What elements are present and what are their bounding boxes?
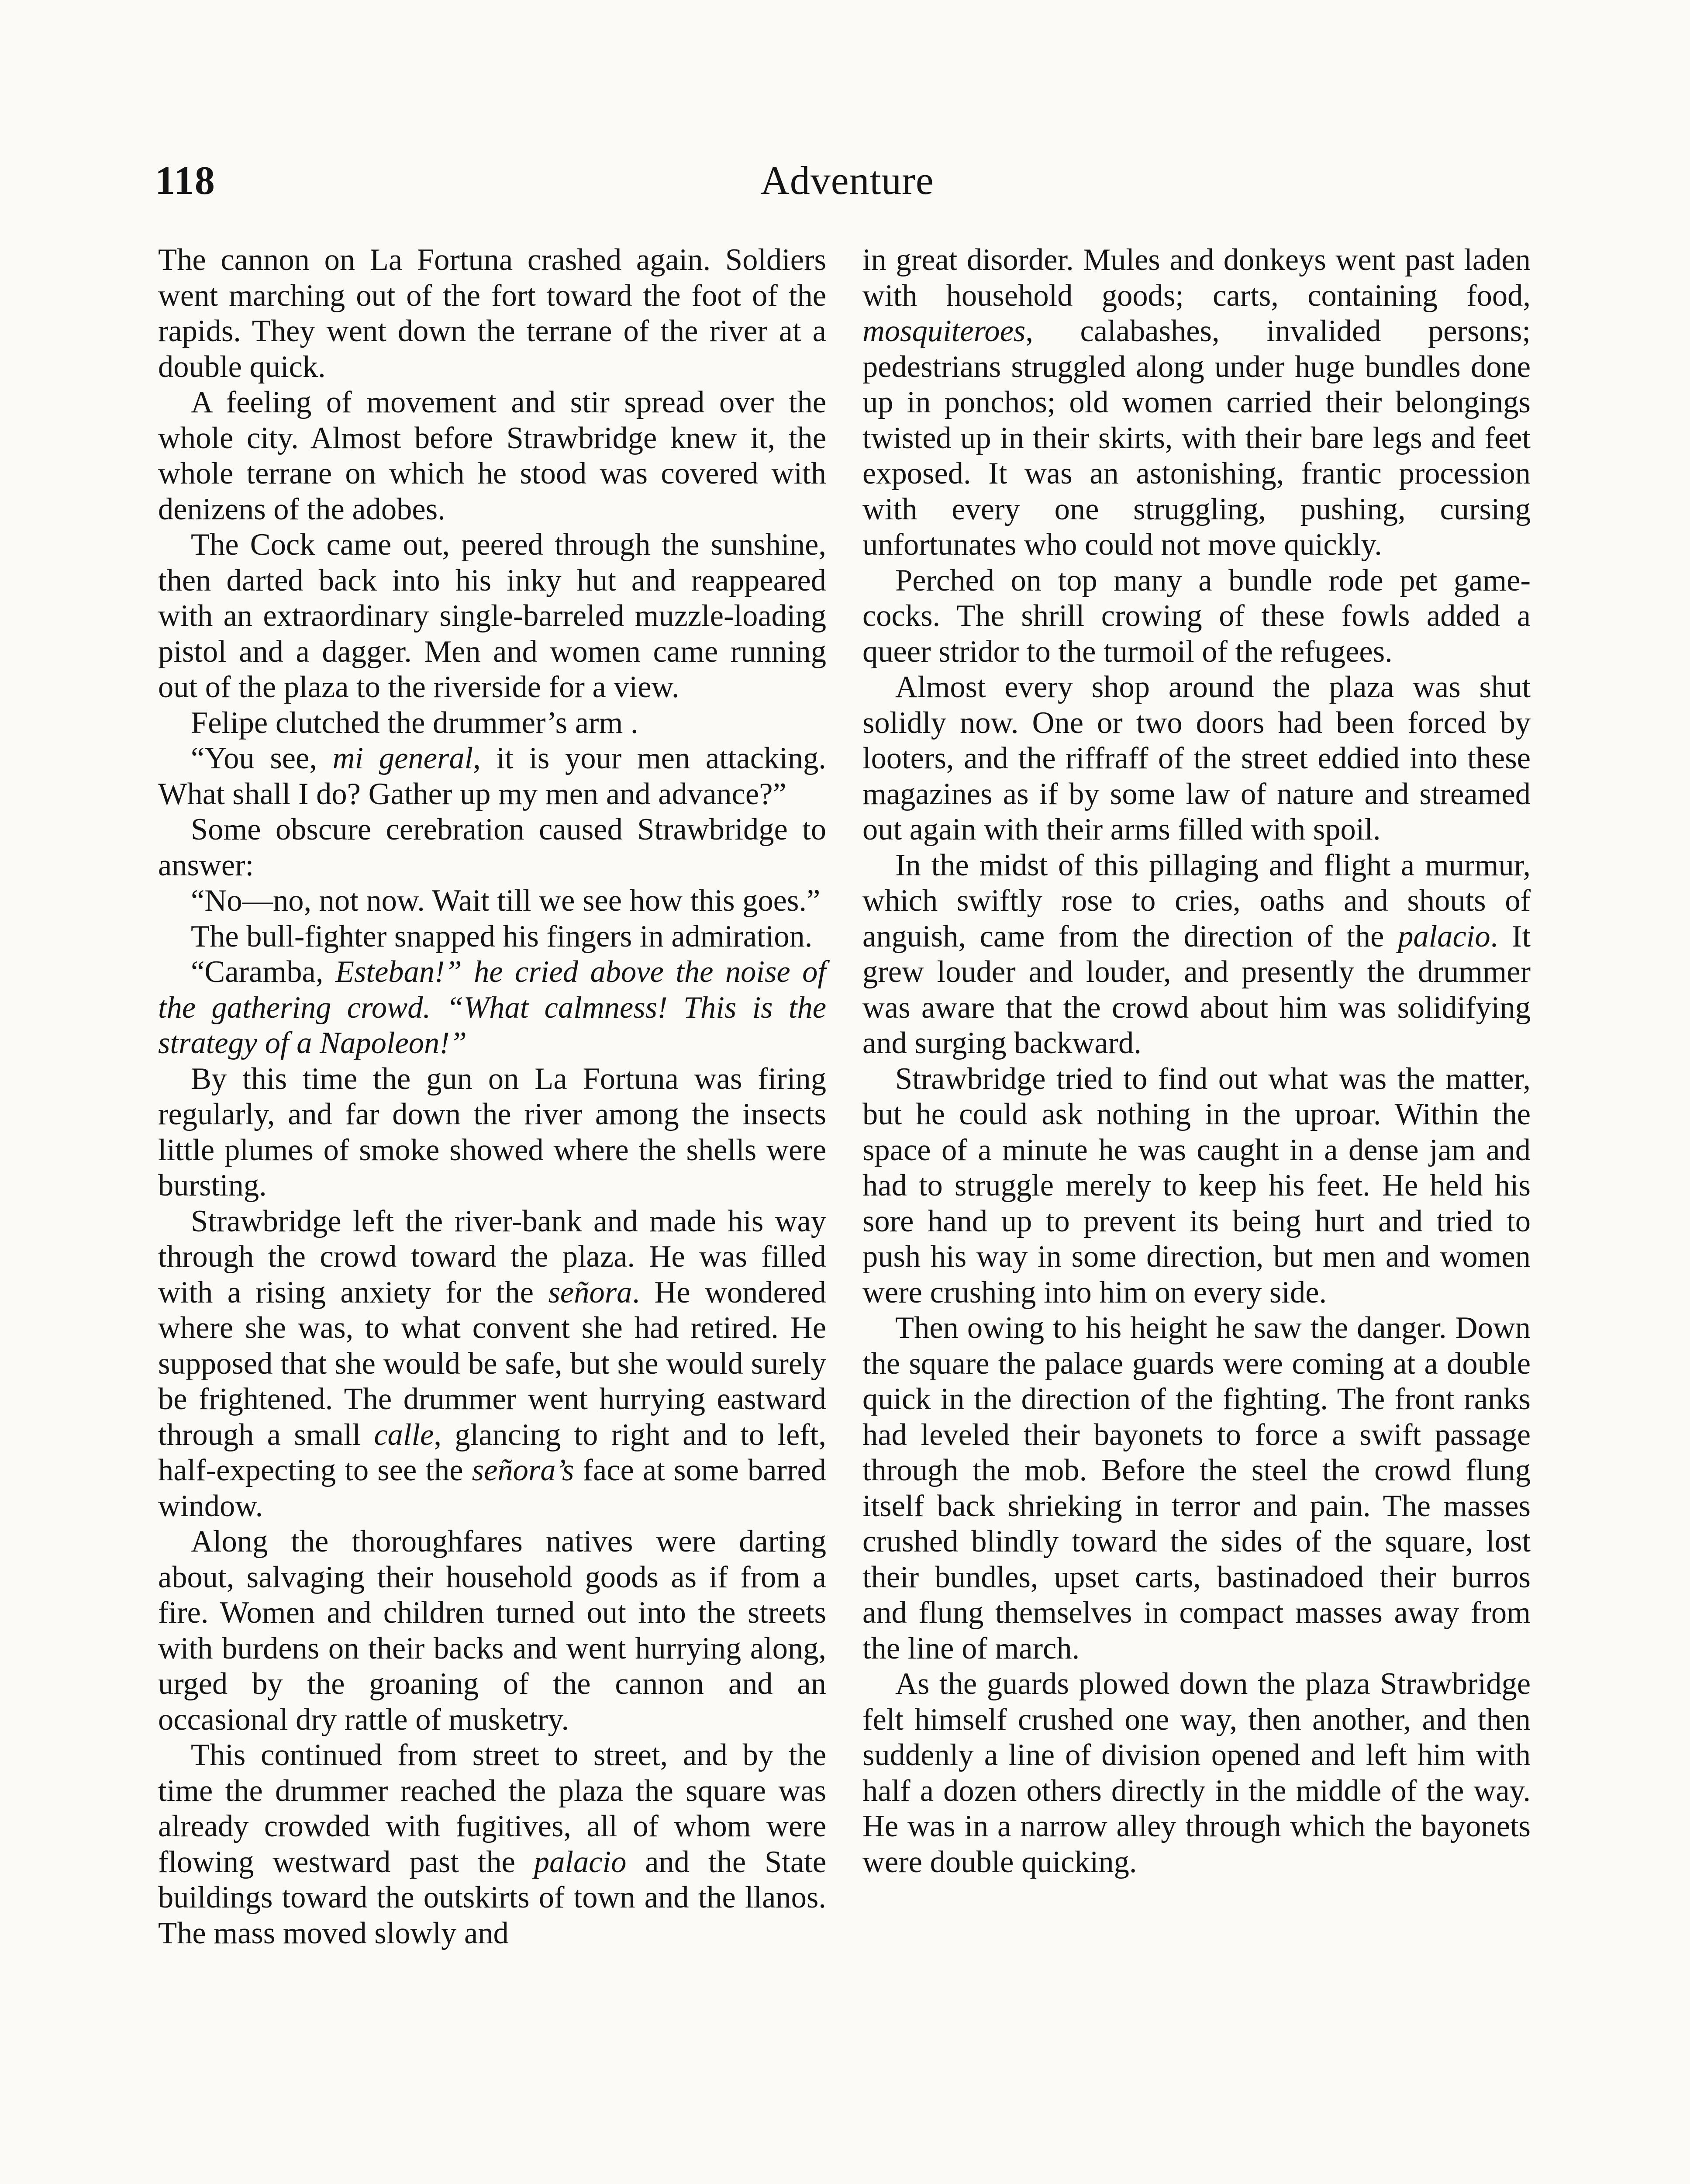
text-run: A feeling of movement and stir spread over the whole city. Almost before Strawbridge knew it, the whole terrane on which he stood was covered with denizens of the adobes. <box>158 385 826 526</box>
text-run: in great disorder. Mules and donkeys went past laden with household goods; carts, containing food, <box>862 243 1531 313</box>
text-run: , calabashes, invalided persons; pedestrians struggled along under huge bundles done up in ponchos; old women carried their belongings twisted up in their skirts, with their bare legs and feet exposed. It was an astonishing, frantic procession with every one struggling, pushing, cursing unfortunates who could not move quickly. <box>862 314 1531 562</box>
paragraph <box>158 919 826 955</box>
paragraph <box>862 848 1531 1061</box>
text-run: The Cock came out, peered through the sunshine, then darted back into his inky hut and reappeared with an extraordinary single-barreled muzzle-loading pistol and a dagger. Men and women came running out of the plaza to the riverside for a view. <box>158 528 826 704</box>
text-run: Then owing to his height he saw the danger. Down the square the palace guards were coming at a double quick in the direction of the fighting. The front ranks had leveled their bayonets to force a swift passage through the mob. Before the steel the crowd flung itself back shrieking in terror and pain. The masses crushed blindly toward the sides of the square, lost their bundles, upset carts, bastinadoed their burros and flung themselves in compact masses away from the line of march. <box>862 1311 1531 1666</box>
page-header <box>155 157 1539 214</box>
text-run: , glancing to right and to left, half-expecting to see the <box>158 1417 826 1487</box>
text-run: In the midst of this pillaging and flight a murmur, which swiftly rose to cries, oaths and shouts of anguish, came from the direction of the <box>862 848 1531 954</box>
paragraph <box>862 1310 1531 1666</box>
italic-text: mosquiteroes <box>862 314 1026 348</box>
italic-text: señora’s <box>472 1453 574 1487</box>
italic-text: mi general <box>332 741 473 775</box>
text-run: This continued from street to street, and by the time the drummer reached the plaza the square was already crowded with fugitives, all of whom were flowing westward past the <box>158 1738 826 1879</box>
text-run: Strawbridge left the river-bank and made his way through the crowd toward the plaza. He was filled with a rising anxiety for the <box>158 1204 826 1310</box>
text-run: face at some barred window. <box>158 1453 826 1523</box>
text-run: “No—no, not now. Wait till we see how this goes.” <box>191 884 821 918</box>
paragraph <box>158 1738 826 1951</box>
text-run: Strawbridge tried to find out what was the matter, but he could ask nothing in the uproar. Within the space of a minute he was caught in a dense jam and had to struggle merely to keep his feet. He held his sore hand up to prevent its being hurt and tried to push his way in some direction, but men and women were crushing into him on every side. <box>862 1061 1531 1310</box>
paragraph <box>158 883 826 919</box>
paragraph <box>158 385 826 527</box>
paragraph <box>158 705 826 741</box>
paragraph <box>158 741 826 812</box>
text-run: By this time the gun on La Fortuna was firing regularly, and far down the river among the insects little plumes of smoke showed where the shells were bursting. <box>158 1061 826 1203</box>
italic-text: calle <box>374 1417 434 1452</box>
text-run: Some obscure cerebration caused Strawbridge to answer: <box>158 812 826 882</box>
paragraph <box>862 242 1531 563</box>
running-head-title: Adventure <box>760 158 934 203</box>
text-run: , it is your men attacking. What shall I do? Gather up my men and advance?” <box>158 741 826 811</box>
italic-text: señora <box>548 1275 632 1310</box>
text-run: and the State buildings toward the outskirts of town and the llanos. The mass moved slowly and <box>158 1845 827 1950</box>
text-run: The cannon on La Fortuna crashed again. Soldiers went marching out of the fort toward the foot of the rapids. They went down the terrane of the river at a double quick. <box>158 243 826 384</box>
paragraph <box>158 527 826 705</box>
paragraph <box>862 1061 1531 1311</box>
italic-text: palacio <box>1398 919 1490 954</box>
text-run: The bull-fighter snapped his fingers in admiration. <box>191 919 813 954</box>
right-column <box>862 242 1531 1880</box>
italic-text: palacio <box>534 1845 627 1879</box>
text-run: Felipe clutched the drummer’s arm . <box>191 705 638 740</box>
paragraph <box>158 1061 826 1204</box>
text-run: “Caramba <box>191 955 316 989</box>
paragraph <box>158 242 826 385</box>
text-run: Perched on top many a bundle rode pet game-cocks. The shrill crowing of these fowls added a queer stridor to the turmoil of the refugees. <box>862 563 1531 669</box>
italic-text: , Esteban!” he cried above the noise of the gathering crowd. “What calmness! This is the strategy of a Napoleon!” <box>158 955 826 1060</box>
text-run: As the guards plowed down the plaza Strawbridge felt himself crushed one way, then another, and then suddenly a line of division opened and left him with half a dozen others directly in the middle of the way. He was in a narrow alley through which the bayonets were double quicking. <box>862 1667 1531 1879</box>
paragraph <box>862 670 1531 848</box>
paragraph <box>158 812 826 883</box>
paragraph <box>862 563 1531 670</box>
paragraph <box>158 1204 826 1524</box>
page-number: 118 <box>155 158 216 203</box>
text-run: . It grew louder and louder, and presently the drummer was aware that the crowd about him was solidifying and surging backward. <box>862 919 1531 1060</box>
text-run: “You see, <box>191 741 333 775</box>
left-column <box>158 242 826 1951</box>
paragraph <box>158 1524 826 1738</box>
text-run: Along the thoroughfares natives were darting about, salvaging their household goods as if from a fire. Women and children turned out into the streets with burdens on their backs and went hurrying along, urged by the groaning of the cannon and an occasional dry rattle of musketry. <box>158 1524 826 1737</box>
text-run: Almost every shop around the plaza was shut solidly now. One or two doors had been forced by looters, and the riffraff of the street eddied into these magazines as if by some law of nature and streamed out again with their arms filled with spoil. <box>862 670 1531 847</box>
paragraph <box>158 954 826 1061</box>
text-run: . He wondered where she was, to what convent she had retired. He supposed that she would be safe, but she would surely be frightened. The drummer went hurrying eastward through a small <box>158 1275 826 1452</box>
paragraph <box>862 1666 1531 1880</box>
